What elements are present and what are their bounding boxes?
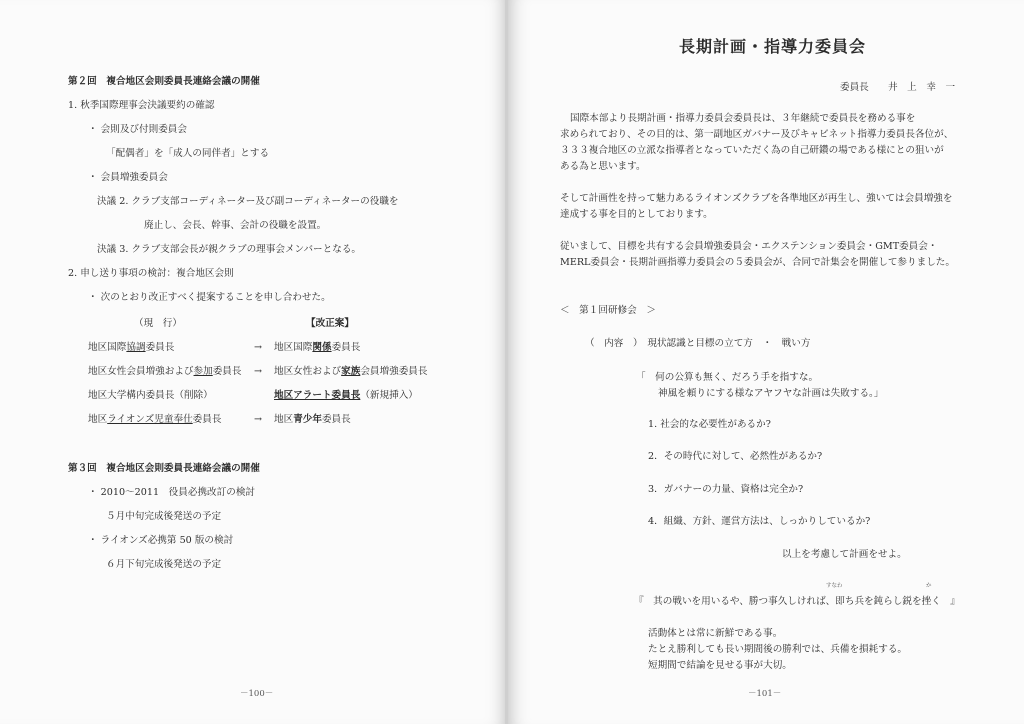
para3-line2: MERL委員会・長期計画指導力委員会の５委員会が、合同で計集会を開催して参りました。 xyxy=(560,257,955,268)
right-page xyxy=(508,0,1024,724)
handbook-revision-schedule: ５月中旬完成後発送の予定 xyxy=(106,511,222,522)
ruby-ka: か xyxy=(926,583,932,589)
seminar-content: （ 内容 ） 現状認識と目標の立て方 ・ 戦い方 xyxy=(585,338,811,349)
para1-line1: 国際本部より長期計画・指導力委員会委員長は、３年継続で委員長を務める事を xyxy=(570,113,916,124)
explanation-2: たとえ勝利しても長い期間後の勝利では、兵備を損耗する。 xyxy=(648,644,908,655)
chairperson: 委員長 井 上 幸 一 xyxy=(840,82,956,93)
para1-line2: 求められており、その目的は、第一副地区ガバナー及びキャビネット指導力委員長各位が、 xyxy=(560,129,954,140)
page-title: 長期計画・指導力委員会 xyxy=(679,37,867,56)
row3-current: 地区大学構内委員長（削除） xyxy=(88,390,213,401)
para2-line2: 達成する事を目的としております。 xyxy=(560,209,713,220)
resolution-3: 決議 3. クラブ支部会長が親クラブの理事会メンバーとなる。 xyxy=(97,244,362,255)
row2-arrow: → xyxy=(254,366,263,377)
question-3: 3．ガバナーの力量、資格は完全か? xyxy=(648,484,804,495)
section-3-heading: 第３回 複合地区会則委員長連絡会議の開催 xyxy=(68,463,260,474)
quote2: 『 其の戦いを用いるや、勝つ事久しければ、即ち兵を鈍らし鋭を挫く 』 xyxy=(634,596,960,607)
left-page xyxy=(0,0,508,724)
question-2: 2．その時代に対して、必然性があるか? xyxy=(648,451,823,462)
resolution-2-line1: 決議 2. クラブ支部コーディネーター及び副コーディネーターの役職を xyxy=(97,196,399,207)
left-page-number: －100－ xyxy=(240,689,274,699)
row4-revised: 地区青少年委員長 xyxy=(274,414,351,425)
question-1: 1. 社会的な必要性があるか? xyxy=(648,419,771,430)
question-4: 4．組織、方針、運営方法は、しっかりしているか? xyxy=(648,516,871,527)
item-2: 2. 申し送り事項の検討：複合地区会則 xyxy=(68,268,234,279)
quote1-line1: 「 何の公算も無く、だろう手を指すな。 xyxy=(636,372,819,383)
lions-handbook-schedule: ６月下旬完成後発送の予定 xyxy=(106,559,222,570)
explanation-3: 短期間で結論を見せる事が大切。 xyxy=(648,660,792,671)
row3-revised: 地区アラート委員長（新規挿入） xyxy=(274,390,418,401)
para1-line3: ３３３複合地区の立派な指導者となっていただく為の自己研鑽の場である様にとの狙いが xyxy=(560,145,944,156)
column-revised-label: 【改正案】 xyxy=(306,318,354,329)
quote1-line2: 神風を頼りにする様なアヤフヤな計画は失敗する。」 xyxy=(658,388,884,399)
row1-revised: 地区国際関係委員長 xyxy=(274,342,361,353)
resolution-2-line2: 廃止し、会長、幹事、会計の役職を設置。 xyxy=(144,220,327,231)
row2-revised: 地区女性および家族会員増強委員長 xyxy=(274,366,428,377)
conclusion: 以上を考慮して計画をせよ。 xyxy=(782,549,907,560)
explanation-1: 活動体とは常に新鮮である事。 xyxy=(648,628,783,639)
row1-arrow: → xyxy=(254,342,263,353)
section-2-heading: 第２回 複合地区会則委員長連絡会議の開催 xyxy=(68,76,260,87)
bullet-handbook-revision: ・ 2010～2011 役員必携改訂の検討 xyxy=(88,487,256,498)
bullet-bylaws-committee: ・ 会則及び付則委員会 xyxy=(88,124,187,135)
para2-line1: そして計画性を持って魅力あるライオンズクラブを各準地区が再生し、強いては会員増強を xyxy=(560,193,953,204)
row4-arrow: → xyxy=(254,414,263,425)
row4-current: 地区ライオンズ児童奉仕委員長 xyxy=(88,414,222,425)
para3-line1: 従いまして、目標を共有する会員増強委員会・エクステンション委員会・GMT委員会・ xyxy=(560,241,938,252)
right-page-number: －101－ xyxy=(748,689,782,699)
column-current-label: （現 行） xyxy=(134,318,182,329)
row1-current: 地区国際協調委員長 xyxy=(88,342,175,353)
bullet-proposal: ・ 次のとおり改正すべく提案することを申し合わせた。 xyxy=(88,292,331,303)
bullet-lions-handbook: ・ ライオンズ必携第 50 版の検討 xyxy=(88,535,234,546)
para1-line4: ある為と思います。 xyxy=(560,161,646,172)
ruby-sunawachi: すなわ xyxy=(826,583,843,589)
item-1: 1. 秋季国際理事会決議要約の確認 xyxy=(68,100,215,111)
bullet-membership-committee: ・ 会員増強委員会 xyxy=(88,172,168,183)
row2-current: 地区女性会員増強および参加委員長 xyxy=(88,366,242,377)
bylaws-change-text: 「配偶者」を「成人の同伴者」とする xyxy=(106,148,270,159)
seminar-heading: ＜ 第１回研修会 ＞ xyxy=(560,305,656,316)
